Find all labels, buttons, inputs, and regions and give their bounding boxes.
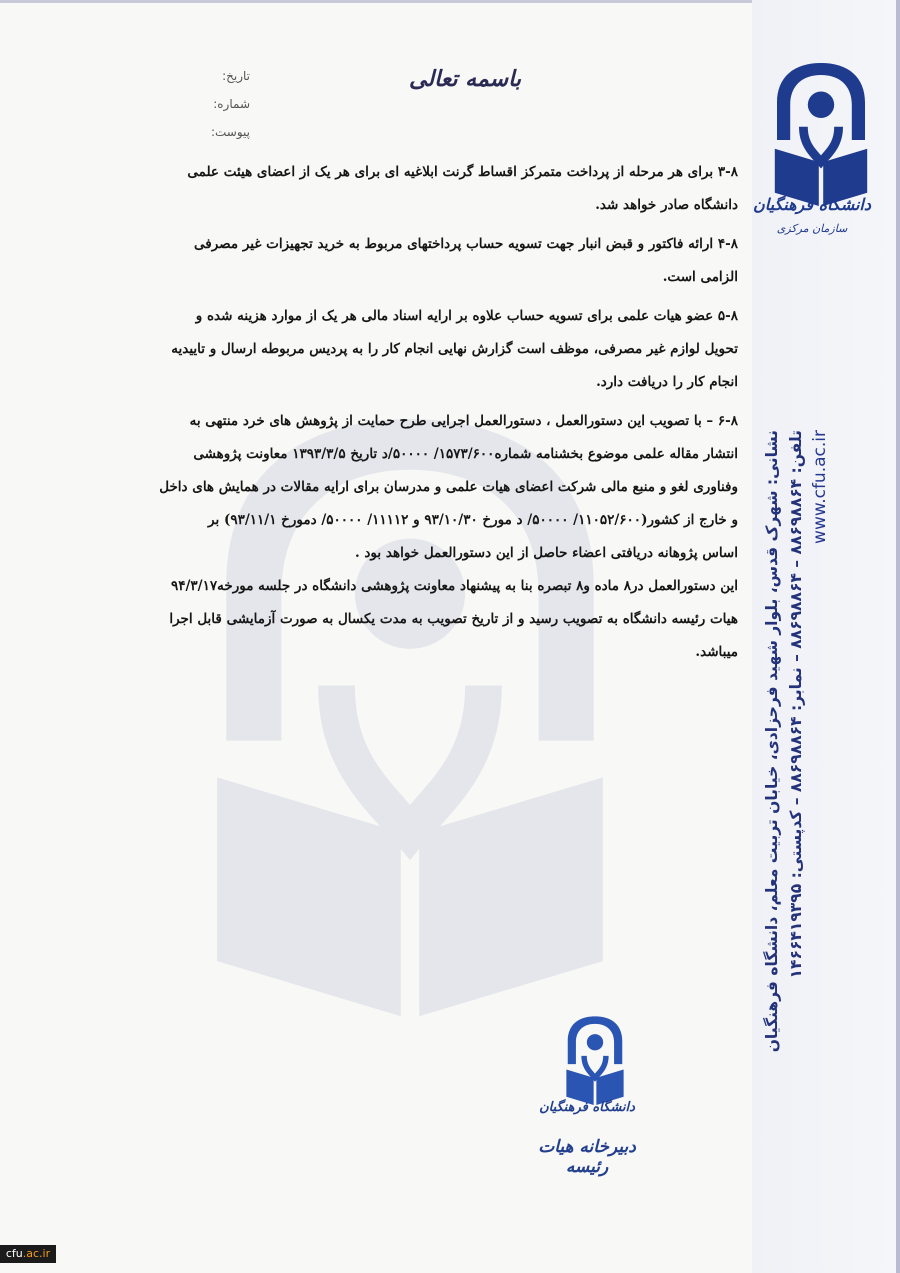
phone-text: تلفن: ۸۸۶۹۸۸۶۴ – ۸۸۶۹۸۸۶۴ – نمابر: ۸۸۶۹۸۸۶۴ – کدپستی: ۱۴۶۶۴۱۹۳۹۵ (787, 430, 805, 979)
body-line: میباشد. (695, 644, 738, 660)
body-line: تحویل لوازم غیر مصرفی، موظف است گزارش نهایی انجام کار را به پردیس مربوطه ارسال و تاییدیه (171, 341, 738, 357)
address-text: نشانی: شهرک قدس، بلوار شهید فرحزادی، خیابان تربیت معلم، دانشگاه فرهنگیان (763, 430, 781, 1053)
website-link[interactable]: www.cfu.ac.ir (810, 430, 830, 544)
body-line: وفناوری لغو و منبع مالی شرکت اعضای هیات علمی و مدرسان برای ارایه مقالات در همایش های داخل (159, 479, 738, 495)
stamp-caption: دانشگاه فرهنگیان (539, 1100, 635, 1115)
edge-border (896, 0, 900, 1273)
body-line: این دستورالعمل در۸ ماده و۸ تبصره بنا به پیشنهاد معاونت پژوهشی دانشگاه در جلسه مورخه۹۴/۳/۱۷ (171, 578, 738, 594)
letter-body (88, 156, 738, 669)
body-line: دانشگاه صادر خواهد شد. (595, 197, 738, 213)
stamp-office: دبیرخانه هیات رئیسه (538, 1137, 636, 1177)
body-line: ۳-۸ برای هر مرحله از پرداخت متمرکز اقساط گرنت ابلاغیه ای برای هر یک از اعضای هیئت علمی (187, 164, 738, 180)
site-badge[interactable] (0, 1245, 56, 1263)
university-logo (766, 60, 876, 210)
badge-left: cfu (5, 1247, 23, 1260)
body-line: ۵-۸ عضو هیات علمی برای تسویه حساب علاوه بر ارایه اسناد مالی هر یک از موارد هزینه شده و (195, 308, 738, 324)
letter-meta (150, 62, 250, 146)
body-line: انجام کار را دریافت دارد. (596, 374, 738, 390)
body-line: ۶-۸ – با تصویب این دستورالعمل ، دستورالعمل اجرایی طرح حمایت از پژوهش های خرد منتهی به (189, 413, 738, 429)
besmeh-heading: باسمه تعالی (409, 66, 521, 92)
body-line: و خارج از کشور(۱۱۰۵۲/۶۰۰/ ۵۰۰۰۰/ د مورخ ۹۳/۱۰/۳۰ و ۱۱۱۱۲/ ۵۰۰۰۰/ دمورخ ۹۳/۱۱/۱) بر (208, 512, 738, 528)
body-line: هیات رئیسه دانشگاه به تصویب رسید و از تاریخ تصویب به مدت یکسال به صورت آزمایشی قابل اجرا (169, 611, 738, 627)
body-line: ۴-۸ ارائه فاکتور و قبض انبار جهت تسویه حساب پرداختهای مربوط به خرید تجهیزات غیر مصرفی (194, 236, 738, 252)
attachment-label: پیوست: (210, 125, 250, 139)
body-line: اساس پژوهانه دریافتی اعضاء حاصل از این دستورالعمل خواهد بود . (355, 545, 738, 561)
logo-subcaption: سازمان مرکزی (776, 222, 848, 235)
date-label: تاریخ: (222, 69, 250, 83)
body-line: الزامی است. (662, 269, 738, 285)
stamp-logo (560, 1015, 630, 1107)
number-label: شماره: (213, 97, 250, 111)
body-line: انتشار مقاله علمی موضوع بخشنامه شماره۱۵۷۳/۶۰۰/ ۵۰۰۰۰/د تاریخ ۱۳۹۳/۳/۵ معاونت پژوهشی (193, 446, 738, 462)
logo-caption: دانشگاه فرهنگیان (753, 195, 871, 214)
badge-right: .ac.ir (22, 1247, 51, 1260)
